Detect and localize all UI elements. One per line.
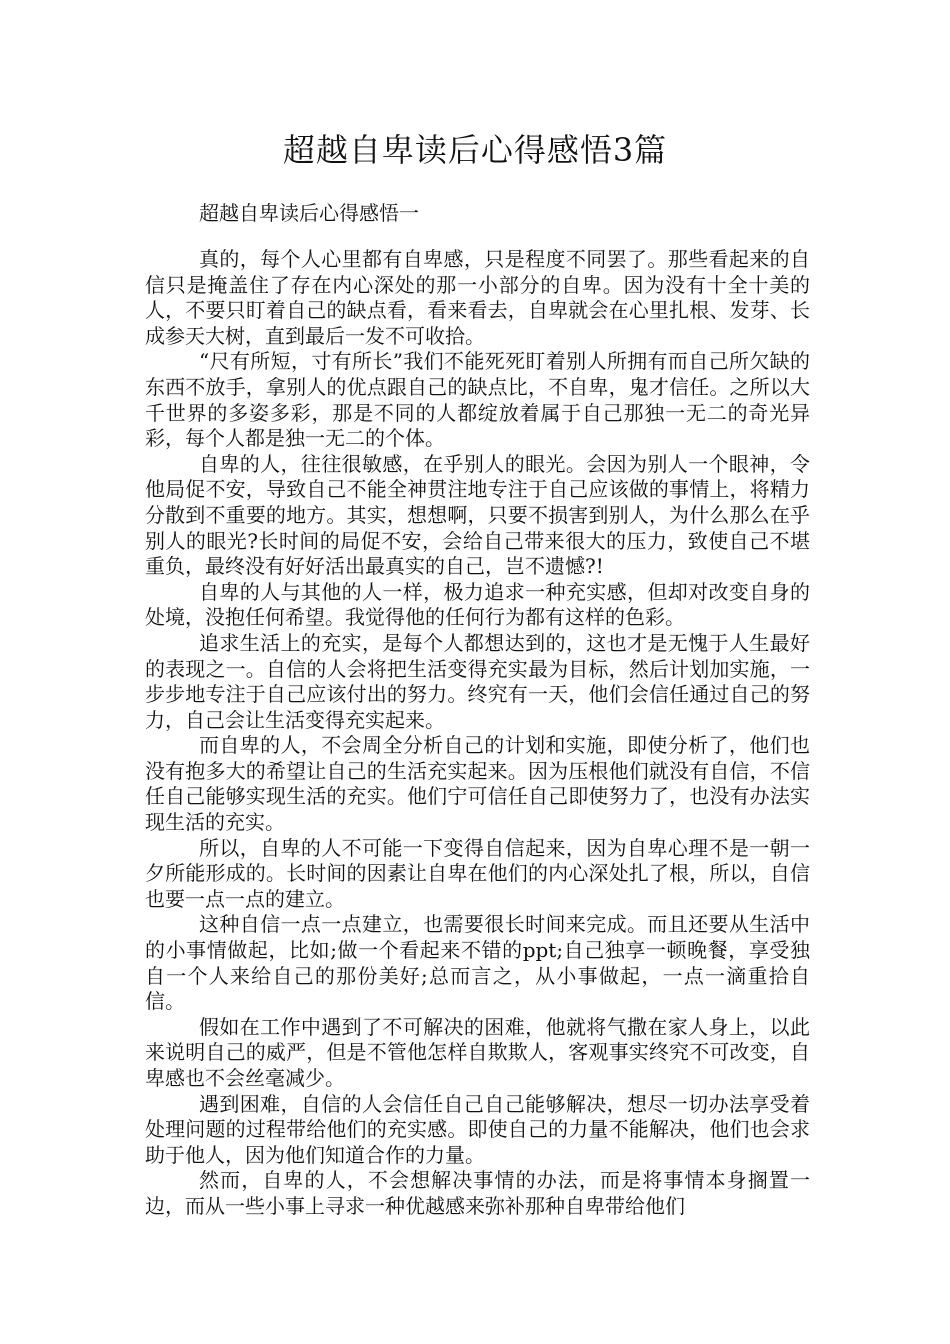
- paragraph: 假如在工作中遇到了不可解决的困难，他就将气撒在家人身上，以此来说明自己的威严，但是不管他怎样自欺欺人，客观事实终究不可改变，自卑感也不会丝毫减少。: [145, 1014, 810, 1090]
- paragraph: 这种自信一点一点建立，也需要很长时间来完成。而且还要从生活中的小事情做起，比如;做一个看起来不错的ppt;自己独享一顿晚餐，享受独自一个人来给自己的那份美好;总而言之，从小事做起，一点一滴重拾自信。: [145, 912, 810, 1014]
- paragraph: 然而，自卑的人，不会想解决事情的办法，而是将事情本身搁置一边，而从一些小事上寻求一种优越感来弥补那种自卑带给他们: [145, 1168, 810, 1218]
- paragraph: 真的，每个人心里都有自卑感，只是程度不同罢了。那些看起来的自信只是掩盖住了存在内心深处的那一小部分的自卑。因为没有十全十美的人，不要只盯着自己的缺点看，看来看去，自卑就会在心里扎根、发芽、长成参天大树，直到最后一发不可收拾。: [145, 247, 810, 348]
- document-title: 超越自卑读后心得感悟3篇: [282, 131, 668, 169]
- paragraph: 自卑的人与其他的人一样，极力追求一种充实感，但却对改变自身的处境，没抱任何希望。我觉得他的任何行为都有这样的色彩。: [145, 579, 810, 630]
- paragraph: 所以，自卑的人不可能一下变得自信起来，因为自卑心理不是一朝一夕所能形成的。长时间的因素让自卑在他们的内心深处扎了根，所以，自信也要一点一点的建立。: [145, 835, 810, 911]
- paragraph: 而自卑的人，不会周全分析自己的计划和实施，即使分析了，他们也没有抱多大的希望让自己的生活充实起来。因为压根他们就没有自信，不信任自己能够实现生活的充实。他们宁可信任自己即使努力了，也没有办法实现生活的充实。: [145, 733, 810, 835]
- paragraph: 自卑的人，往往很敏感，在乎别人的眼光。会因为别人一个眼神，令他局促不安，导致自己不能全神贯注地专注于自己应该做的事情上，将精力分散到不重要的地方。其实，想想啊，只要不损害到别人，为什么那么在乎别人的眼光?长时间的局促不安，会给自己带来很大的压力，致使自己不堪重负，最终没有好好活出最真实的自己，岂不遗憾?!: [145, 451, 810, 579]
- section-heading: 超越自卑读后心得感悟一: [199, 201, 419, 225]
- paragraph: 追求生活上的充实，是每个人都想达到的，这也才是无愧于人生最好的表现之一。自信的人会将把生活变得充实最为目标，然后计划加实施，一步步地专注于自己应该付出的努力。终究有一天，他们会信任通过自己的努力，自己会让生活变得充实起来。: [145, 630, 810, 732]
- paragraph: 遇到困难，自信的人会信任自己自己能够解决，想尽一切办法享受着处理问题的过程带给他们的充实感。即使自己的力量不能解决，他们也会求助于他人，因为他们知道合作的力量。: [145, 1091, 810, 1167]
- paragraph: “尺有所短，寸有所长”我们不能死死盯着别人所拥有而自己所欠缺的东西不放手，拿别人的优点跟自己的缺点比，不自卑，鬼才信任。之所以大千世界的多姿多彩，那是不同的人都绽放着属于自己那独一无二的奇光异彩，每个人都是独一无二的个体。: [145, 349, 810, 451]
- document-body: [145, 247, 810, 1220]
